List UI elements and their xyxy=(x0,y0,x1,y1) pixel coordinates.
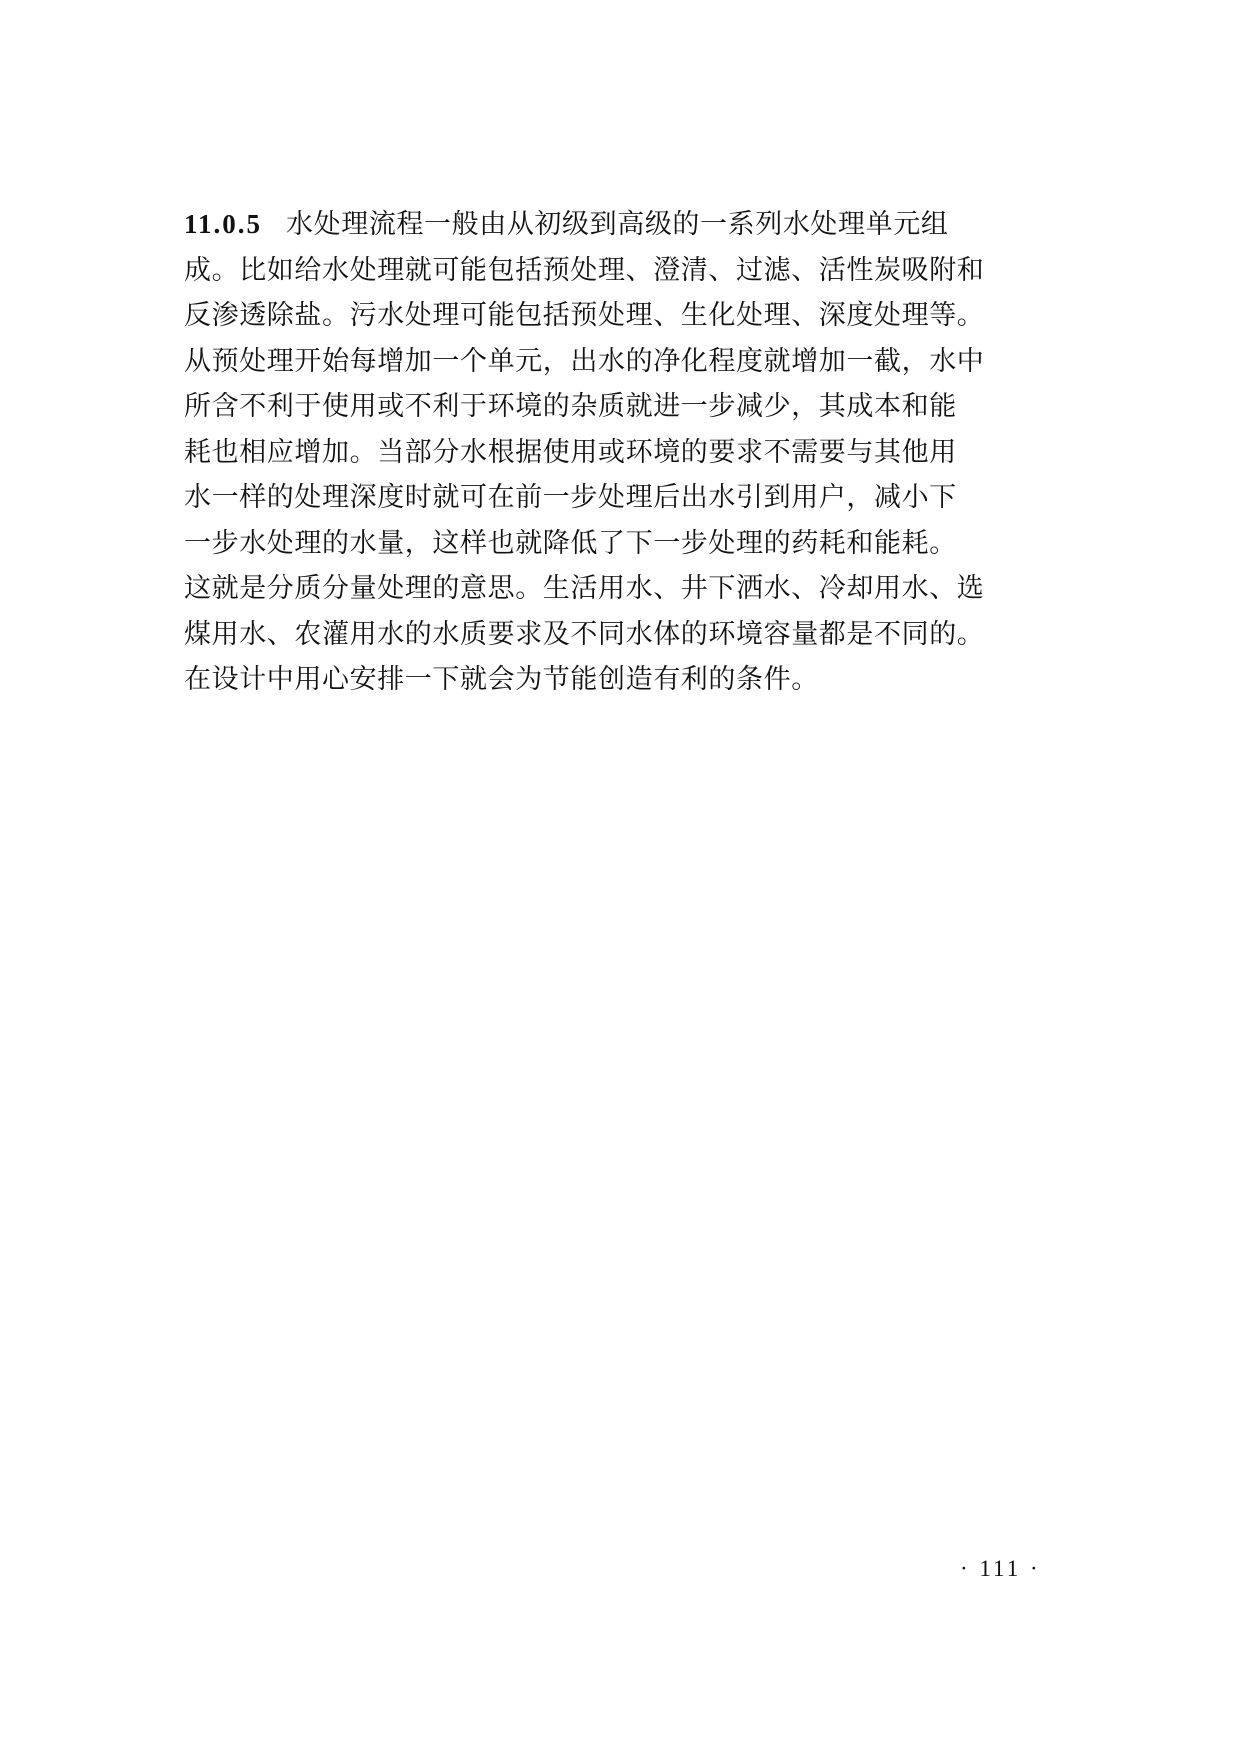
paragraph-line: 煤用水、农灌用水的水质要求及不同水体的环境容量都是不同的。 xyxy=(184,618,985,650)
clause-11-0-5-text xyxy=(184,202,1064,703)
clause-number: 11.0.5 xyxy=(184,209,263,239)
paragraph-line xyxy=(184,202,1064,248)
paragraph-line: 成。比如给水处理就可能包括预处理、澄清、过滤、活性炭吸附和 xyxy=(184,254,985,286)
paragraph-line: 所含不利于使用或不利于环境的杂质就进一步减少，其成本和能 xyxy=(184,391,957,422)
paragraph-line: 反渗透除盐。污水处理可能包括预处理、生化处理、深度处理等。 xyxy=(184,300,985,331)
page-number: · 111 · xyxy=(960,1556,1041,1581)
paragraph-line: 一步水处理的水量，这样也就降低了下一步处理的药耗和能耗。 xyxy=(184,527,957,559)
paragraph-line-text: 水处理流程一般由从初级到高级的一系列水处理单元组 xyxy=(286,209,949,240)
paragraph-line: 从预处理开始每增加一个单元，出水的净化程度就增加一截，水中 xyxy=(184,345,985,377)
paragraph-line: 在设计中用心安排一下就会为节能创造有利的条件。 xyxy=(184,664,819,695)
paragraph-line: 耗也相应增加。当部分水根据使用或环境的要求不需要与其他用 xyxy=(184,436,957,468)
paragraph-line: 这就是分质分量处理的意思。生活用水、井下洒水、冷却用水、选 xyxy=(184,573,985,604)
paragraph-line: 水一样的处理深度时就可在前一步处理后出水引到用户，减小下 xyxy=(184,482,957,513)
